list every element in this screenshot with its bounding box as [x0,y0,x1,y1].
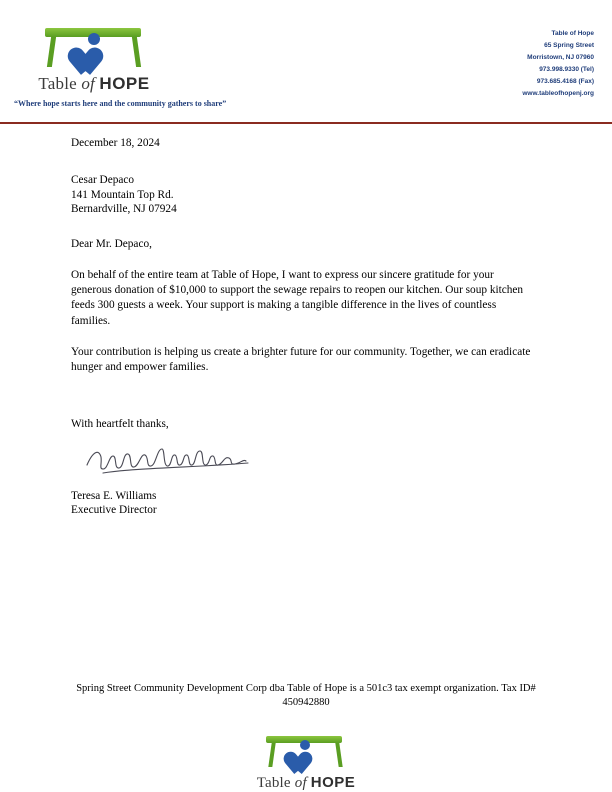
letter-date: December 18, 2024 [71,137,160,149]
letter-paragraph-2: Your contribution is helping us create a brighter future for our community. Together, we can eradicate hunger and empower families. [71,345,531,374]
letter-salutation: Dear Mr. Depaco, [71,237,152,250]
organization-address [522,28,594,100]
signature-image [83,443,263,481]
address-line-org-name: Table of Hope [551,30,594,37]
logo-wordmark [14,74,174,94]
address-line-street: 65 Spring Street [544,42,594,50]
footer-logo-word-hope: HOPE [310,774,356,791]
letter-body [71,136,531,518]
logo-word-table: Table [38,74,77,93]
footer-logo-heart-dot-shape [300,740,310,750]
letter-closing: With heartfelt thanks, [71,418,169,431]
footer-logo-word-table: Table [256,775,291,791]
organization-tagline: “Where hope starts here and the community gathers to share” [14,99,227,108]
signer-name: Teresa E. Williams [71,489,157,502]
letterhead-divider [0,122,612,124]
footer-logo-heart-icon [291,741,319,769]
logo-word-hope: HOPE [99,74,150,93]
organization-logo [14,20,174,94]
logo-table-leg-left-shape [47,37,56,67]
footer-logo-table-leg-left-shape [268,743,275,767]
recipient-street: 141 Mountain Top Rd. [71,188,174,201]
footer-logo-table-leg-right-shape [335,743,342,767]
logo-table-leg-right-shape [132,37,141,67]
recipient-address-block [71,173,531,216]
address-line-website[interactable]: www.tableofhopenj.org [522,90,594,98]
footer-logo [0,730,612,792]
signer-block [71,489,531,518]
signer-title: Executive Director [71,504,157,517]
address-line-city: Morristown, NJ 07960 [527,54,594,62]
logo-heart-dot-shape [88,33,100,45]
address-line-fax: 973.685.4168 (Fax) [536,78,594,86]
footer-table-of-hope-logo-icon [246,730,366,772]
recipient-city-state-zip: Bernardville, NJ 07924 [71,203,177,216]
logo-heart-icon [77,34,111,68]
footer-legal-note: Spring Street Community Development Corp dba Table of Hope is a 501c3 tax exempt organization. Tax ID# 450942880 [76,683,536,709]
address-line-telephone: 973.998.9330 (Tel) [539,66,594,74]
recipient-name: Cesar Depaco [71,174,135,187]
footer-logo-wordmark [0,774,612,792]
letterhead [0,0,612,124]
footer-logo-word-of: of [294,775,307,791]
table-of-hope-logo-icon [19,20,169,72]
letter-paragraph-1: On behalf of the entire team at Table of Hope, I want to express our sincere gratitude for your generous donation of $10,000 to support the sewage repairs to reopen our kitchen. Our soup kitchen feeds 300 guests a week. Your support is making a tangible difference in the lives of countless families. [71,268,524,327]
logo-word-of: of [81,74,95,93]
